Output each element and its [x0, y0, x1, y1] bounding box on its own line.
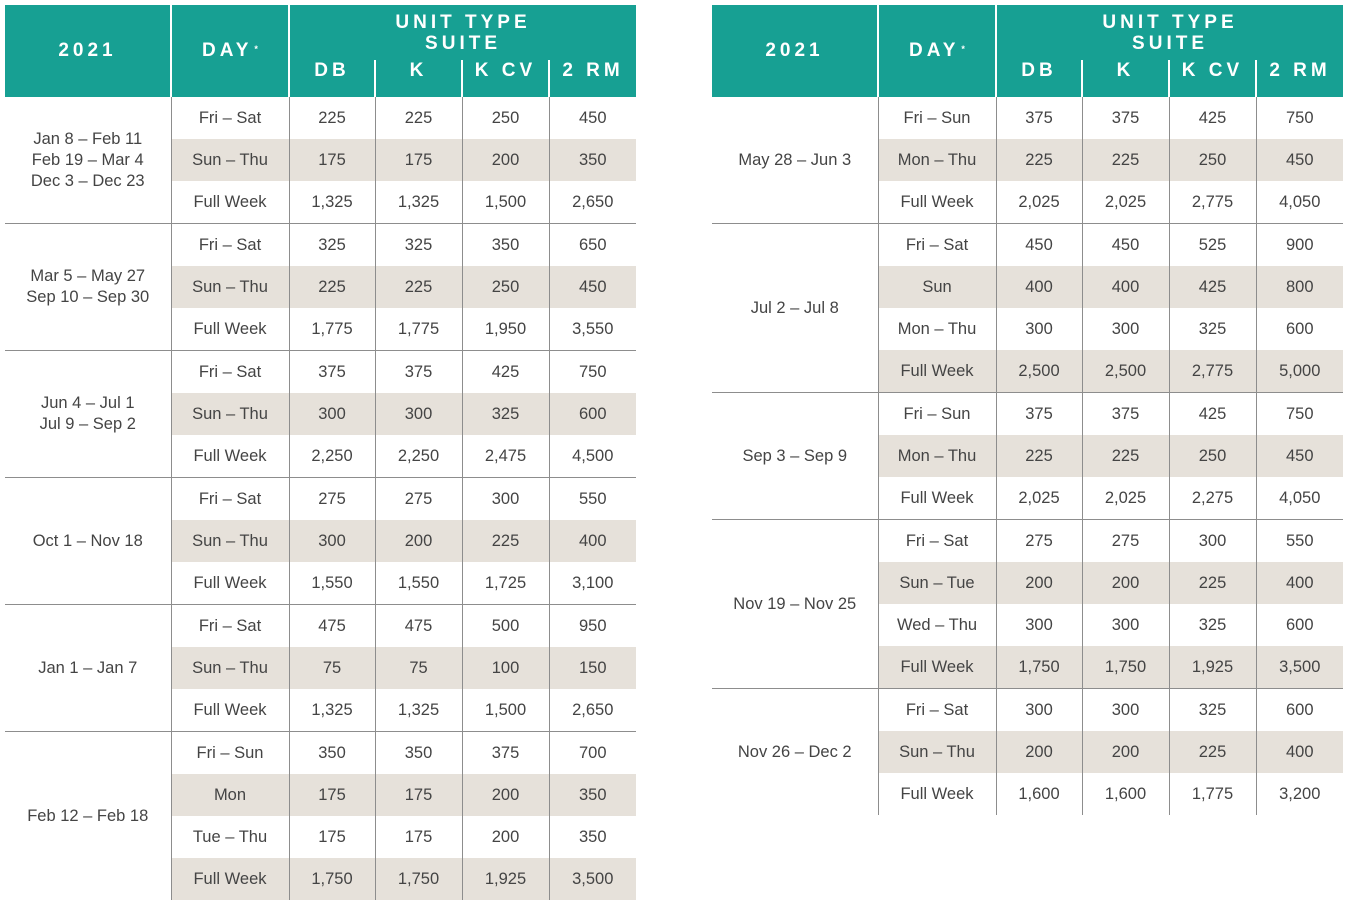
day-header-label: DAY	[202, 40, 253, 61]
rate-cell: 3,200	[1279, 784, 1321, 803]
rate-cell: 4,050	[1279, 488, 1321, 507]
table-row	[5, 97, 636, 139]
rate-cell: 275	[996, 520, 1082, 563]
rate-cell: 1,950	[462, 308, 549, 351]
rate-cell: 300	[462, 478, 549, 521]
rate-cell: 350	[375, 732, 462, 775]
year-header: 2021	[5, 5, 171, 97]
day-cell: Fri – Sun	[878, 393, 996, 436]
date-range-cell	[5, 351, 171, 478]
rate-cell: 200	[1082, 731, 1169, 773]
rate-cell: 400	[1256, 562, 1343, 604]
rate-cell: 2,500	[1082, 350, 1169, 393]
day-cell: Fri – Sun	[171, 732, 289, 775]
day-cell: Full Week	[878, 181, 996, 224]
rate-cell: 175	[289, 774, 375, 816]
rate-cell: 1,775	[375, 308, 462, 351]
rate-cell: 1,925	[462, 858, 549, 900]
rate-cell: 100	[462, 647, 549, 689]
day-cell: Sun – Thu	[878, 731, 996, 773]
day-cell: Full Week	[878, 646, 996, 689]
date-range: Oct 1 – Nov 18	[32, 531, 143, 550]
rate-cell: 1,550	[375, 562, 462, 605]
rate-cell: 150	[549, 647, 636, 689]
date-range: Jan 1 – Jan 7	[38, 658, 138, 677]
rate-cell: 275	[289, 478, 375, 521]
date-range-cell	[5, 224, 171, 351]
rate-cell: 300	[996, 308, 1082, 350]
column-header-db: DB	[996, 60, 1082, 97]
rate-cell: 475	[289, 605, 375, 648]
rate-cell: 75	[289, 647, 375, 689]
column-header-db: DB	[289, 60, 375, 97]
day-cell: Full Week	[171, 435, 289, 478]
rate-cell: 1,750	[375, 858, 462, 900]
rate-cell: 1,325	[289, 689, 375, 732]
rate-cell: 1,750	[289, 858, 375, 900]
date-range-cell	[5, 732, 171, 901]
rate-cell: 500	[462, 605, 549, 648]
table-row	[712, 689, 1343, 732]
rate-cell: 375	[289, 351, 375, 394]
day-cell: Mon – Thu	[878, 435, 996, 477]
table-row	[712, 520, 1343, 563]
date-range: Jul 2 – Jul 8	[750, 298, 839, 317]
day-footnote-mark: *	[254, 44, 258, 54]
day-cell: Full Week	[878, 773, 996, 815]
rate-cell: 2,650	[572, 700, 614, 719]
date-range: Sep 10 – Sep 30	[26, 288, 150, 306]
day-cell: Fri – Sat	[171, 97, 289, 139]
rate-cell: 325	[462, 393, 549, 435]
rate-cell: 750	[1256, 393, 1343, 436]
rate-cell: 325	[375, 224, 462, 267]
day-cell: Full Week	[171, 689, 289, 732]
rate-cell: 425	[1169, 97, 1256, 139]
column-header-2-rm: 2 RM	[1256, 60, 1343, 97]
rate-cell: 250	[462, 266, 549, 308]
rate-cell: 375	[1082, 393, 1169, 436]
rate-cell: 2,025	[996, 181, 1082, 224]
rate-cell: 350	[549, 774, 636, 816]
rate-cell: 350	[462, 224, 549, 267]
day-header	[171, 5, 289, 97]
rate-cell: 600	[1256, 689, 1343, 732]
rate-cell: 450	[996, 224, 1082, 267]
rate-cell: 325	[1169, 604, 1256, 646]
rate-cell: 300	[289, 393, 375, 435]
rate-cell: 2,025	[1082, 181, 1169, 224]
date-range-cell	[712, 97, 878, 224]
table-row	[5, 224, 636, 267]
rate-cell: 450	[1256, 139, 1343, 181]
rate-cell: 325	[1169, 689, 1256, 732]
rate-cell: 1,600	[996, 773, 1082, 815]
rate-cell: 1,325	[375, 181, 462, 224]
rate-cell: 1,775	[289, 308, 375, 351]
date-range: Jan 8 – Feb 11	[33, 129, 143, 148]
column-header-k-cv: K CV	[1169, 60, 1256, 97]
column-header-k: K	[375, 60, 462, 97]
date-range-cell	[5, 605, 171, 732]
rate-cell: 375	[375, 351, 462, 394]
date-range: Nov 26 – Dec 2	[737, 742, 852, 761]
rate-cell: 175	[375, 816, 462, 858]
rate-cell: 550	[1256, 520, 1343, 563]
rate-cell: 250	[462, 97, 549, 139]
rate-cell: 1,325	[289, 181, 375, 224]
day-cell: Sun – Thu	[171, 647, 289, 689]
rate-cell: 450	[1256, 435, 1343, 477]
rate-cell: 900	[1256, 224, 1343, 267]
rate-cell: 225	[462, 520, 549, 562]
rate-cell: 450	[579, 108, 607, 127]
table-row	[5, 605, 636, 648]
column-header-k-cv: K CV	[462, 60, 549, 97]
rate-cell: 425	[462, 351, 549, 394]
day-cell: Fri – Sun	[878, 97, 996, 139]
rate-cell: 1,600	[1082, 773, 1169, 815]
unit-type-label: UNIT TYPE	[395, 11, 531, 33]
date-range: Feb 12 – Feb 18	[27, 806, 149, 825]
rate-cell: 400	[549, 520, 636, 562]
date-range-cell	[712, 224, 878, 393]
day-cell: Full Week	[171, 308, 289, 351]
rate-cell: 225	[1169, 562, 1256, 604]
rate-cell: 350	[289, 732, 375, 775]
rate-cell: 1,725	[462, 562, 549, 605]
rate-cell: 2,025	[1082, 477, 1169, 520]
day-cell: Mon – Thu	[878, 139, 996, 181]
day-cell: Fri – Sat	[878, 224, 996, 267]
day-header-label: DAY	[909, 40, 960, 61]
rate-cell: 200	[462, 139, 549, 181]
rate-cell: 525	[1169, 224, 1256, 267]
day-cell: Full Week	[878, 477, 996, 520]
date-range: Feb 19 – Mar 4	[31, 150, 144, 169]
date-range: Jul 9 – Sep 2	[39, 415, 136, 433]
day-cell: Full Week	[171, 858, 289, 900]
rate-cell: 3,100	[572, 573, 614, 592]
rate-cell: 300	[1082, 308, 1169, 350]
rate-cell: 2,650	[572, 192, 614, 211]
rate-cell: 3,550	[572, 319, 614, 338]
rate-cell: 2,250	[289, 435, 375, 478]
day-header	[878, 5, 996, 97]
table-row	[5, 732, 636, 775]
table-row	[5, 478, 636, 521]
day-cell: Fri – Sat	[171, 605, 289, 648]
year-header: 2021	[712, 5, 878, 97]
rate-cell: 175	[375, 774, 462, 816]
day-cell: Tue – Thu	[171, 816, 289, 858]
rate-cell: 375	[996, 97, 1082, 139]
rate-cell: 75	[375, 647, 462, 689]
rate-cell: 250	[1169, 139, 1256, 181]
rate-cell: 325	[1169, 308, 1256, 350]
day-cell: Sun – Thu	[171, 393, 289, 435]
day-cell: Sun – Tue	[878, 562, 996, 604]
day-cell: Fri – Sat	[878, 689, 996, 732]
rate-cell: 1,325	[375, 689, 462, 732]
date-range: Dec 3 – Dec 23	[30, 171, 145, 190]
column-header-k: K	[1082, 60, 1169, 97]
date-range: May 28 – Jun 3	[738, 150, 852, 169]
rate-cell: 1,550	[289, 562, 375, 605]
rate-cell: 225	[1082, 435, 1169, 477]
rate-cell: 650	[549, 224, 636, 267]
rate-cell: 350	[549, 139, 636, 181]
rate-cell: 300	[1082, 604, 1169, 646]
rate-cell: 3,500	[1256, 646, 1343, 689]
rate-cell: 225	[289, 97, 375, 139]
rate-cell: 200	[462, 774, 549, 816]
date-range: Nov 19 – Nov 25	[733, 594, 857, 613]
day-cell: Fri – Sat	[171, 351, 289, 394]
rate-cell: 2,475	[462, 435, 549, 478]
rate-cell: 600	[1286, 319, 1314, 338]
day-cell: Fri – Sat	[171, 478, 289, 521]
rate-cell: 4,500	[572, 446, 614, 465]
rate-cell: 225	[1169, 731, 1256, 773]
rate-cell: 300	[289, 520, 375, 562]
rate-cell: 300	[1169, 520, 1256, 563]
rate-cell: 950	[549, 605, 636, 648]
rate-cell: 375	[462, 732, 549, 775]
rate-cell: 200	[996, 731, 1082, 773]
date-range-cell	[712, 689, 878, 816]
rate-table-left	[5, 5, 636, 900]
day-cell: Fri – Sat	[171, 224, 289, 267]
rate-cell: 600	[549, 393, 636, 435]
rate-cell: 225	[1082, 139, 1169, 181]
rate-cell: 225	[996, 435, 1082, 477]
rate-cell: 250	[1169, 435, 1256, 477]
date-range-cell	[5, 97, 171, 224]
date-range: Jun 4 – Jul 1	[40, 394, 135, 412]
rate-cell: 325	[289, 224, 375, 267]
rate-cell: 4,050	[1279, 192, 1321, 211]
rate-cell: 375	[1082, 97, 1169, 139]
unit-type-label: UNIT TYPE	[1102, 11, 1238, 33]
rate-cell: 450	[549, 266, 636, 308]
rate-cell: 225	[289, 266, 375, 308]
rate-cell: 800	[1256, 266, 1343, 308]
rate-cell: 2,500	[996, 350, 1082, 393]
rate-cell: 275	[375, 478, 462, 521]
rate-cell: 175	[375, 139, 462, 181]
day-cell: Wed – Thu	[878, 604, 996, 646]
rate-cell: 5,000	[1256, 350, 1343, 393]
day-cell: Full Week	[171, 562, 289, 605]
rate-cell: 200	[1082, 562, 1169, 604]
day-cell: Full Week	[171, 181, 289, 224]
rate-cell: 425	[1169, 393, 1256, 436]
day-cell: Sun	[878, 266, 996, 308]
day-cell: Sun – Thu	[171, 139, 289, 181]
rate-cell: 300	[996, 604, 1082, 646]
rate-cell: 2,775	[1169, 350, 1256, 393]
rate-cell: 450	[1082, 224, 1169, 267]
rate-cell: 475	[375, 605, 462, 648]
rate-cell: 200	[375, 520, 462, 562]
rate-cell: 300	[375, 393, 462, 435]
suite-label: SUITE	[425, 32, 501, 54]
rate-cell: 2,250	[375, 435, 462, 478]
rate-cell: 400	[996, 266, 1082, 308]
rate-cell: 700	[549, 732, 636, 775]
rate-cell: 350	[579, 827, 607, 846]
date-range-cell	[712, 520, 878, 689]
rate-cell: 300	[1082, 689, 1169, 732]
day-cell: Fri – Sat	[878, 520, 996, 563]
unit-type-header	[289, 5, 636, 60]
rate-cell: 400	[1082, 266, 1169, 308]
column-header-2-rm: 2 RM	[549, 60, 636, 97]
table-row	[712, 224, 1343, 267]
table-row	[712, 97, 1343, 139]
day-cell: Sun – Thu	[171, 520, 289, 562]
unit-type-header	[996, 5, 1343, 60]
date-range: Mar 5 – May 27	[30, 267, 146, 285]
day-footnote-mark: *	[961, 44, 965, 54]
date-range-cell	[712, 393, 878, 520]
rate-cell: 1,925	[1169, 646, 1256, 689]
rate-cell: 1,750	[1082, 646, 1169, 689]
day-cell: Sun – Thu	[171, 266, 289, 308]
day-cell: Full Week	[878, 350, 996, 393]
rate-cell: 1,500	[462, 181, 549, 224]
rate-cell: 550	[549, 478, 636, 521]
rate-cell: 300	[996, 689, 1082, 732]
suite-label: SUITE	[1132, 32, 1208, 54]
rate-cell: 200	[996, 562, 1082, 604]
rate-cell: 225	[996, 139, 1082, 181]
rate-cell: 225	[375, 266, 462, 308]
date-range-cell	[5, 478, 171, 605]
rate-cell: 175	[289, 816, 375, 858]
rate-cell: 200	[462, 816, 549, 858]
table-row	[712, 393, 1343, 436]
rate-cell: 1,775	[1169, 773, 1256, 815]
date-range: Sep 3 – Sep 9	[742, 446, 848, 465]
rate-cell: 275	[1082, 520, 1169, 563]
day-cell: Mon – Thu	[878, 308, 996, 350]
rate-cell: 600	[1286, 615, 1314, 634]
rate-cell: 2,775	[1169, 181, 1256, 224]
rate-cell: 3,500	[549, 858, 636, 900]
rate-cell: 1,500	[462, 689, 549, 732]
table-row	[5, 351, 636, 394]
rate-cell: 425	[1169, 266, 1256, 308]
rate-cell: 750	[549, 351, 636, 394]
rate-cell: 2,275	[1169, 477, 1256, 520]
rate-cell: 1,750	[996, 646, 1082, 689]
rate-cell: 2,025	[996, 477, 1082, 520]
rate-cell: 750	[1286, 108, 1314, 127]
rate-cell: 375	[996, 393, 1082, 436]
rate-cell: 225	[375, 97, 462, 139]
rate-cell: 400	[1256, 731, 1343, 773]
rate-cell: 175	[289, 139, 375, 181]
day-cell: Mon	[171, 774, 289, 816]
rate-table-right	[712, 5, 1343, 815]
